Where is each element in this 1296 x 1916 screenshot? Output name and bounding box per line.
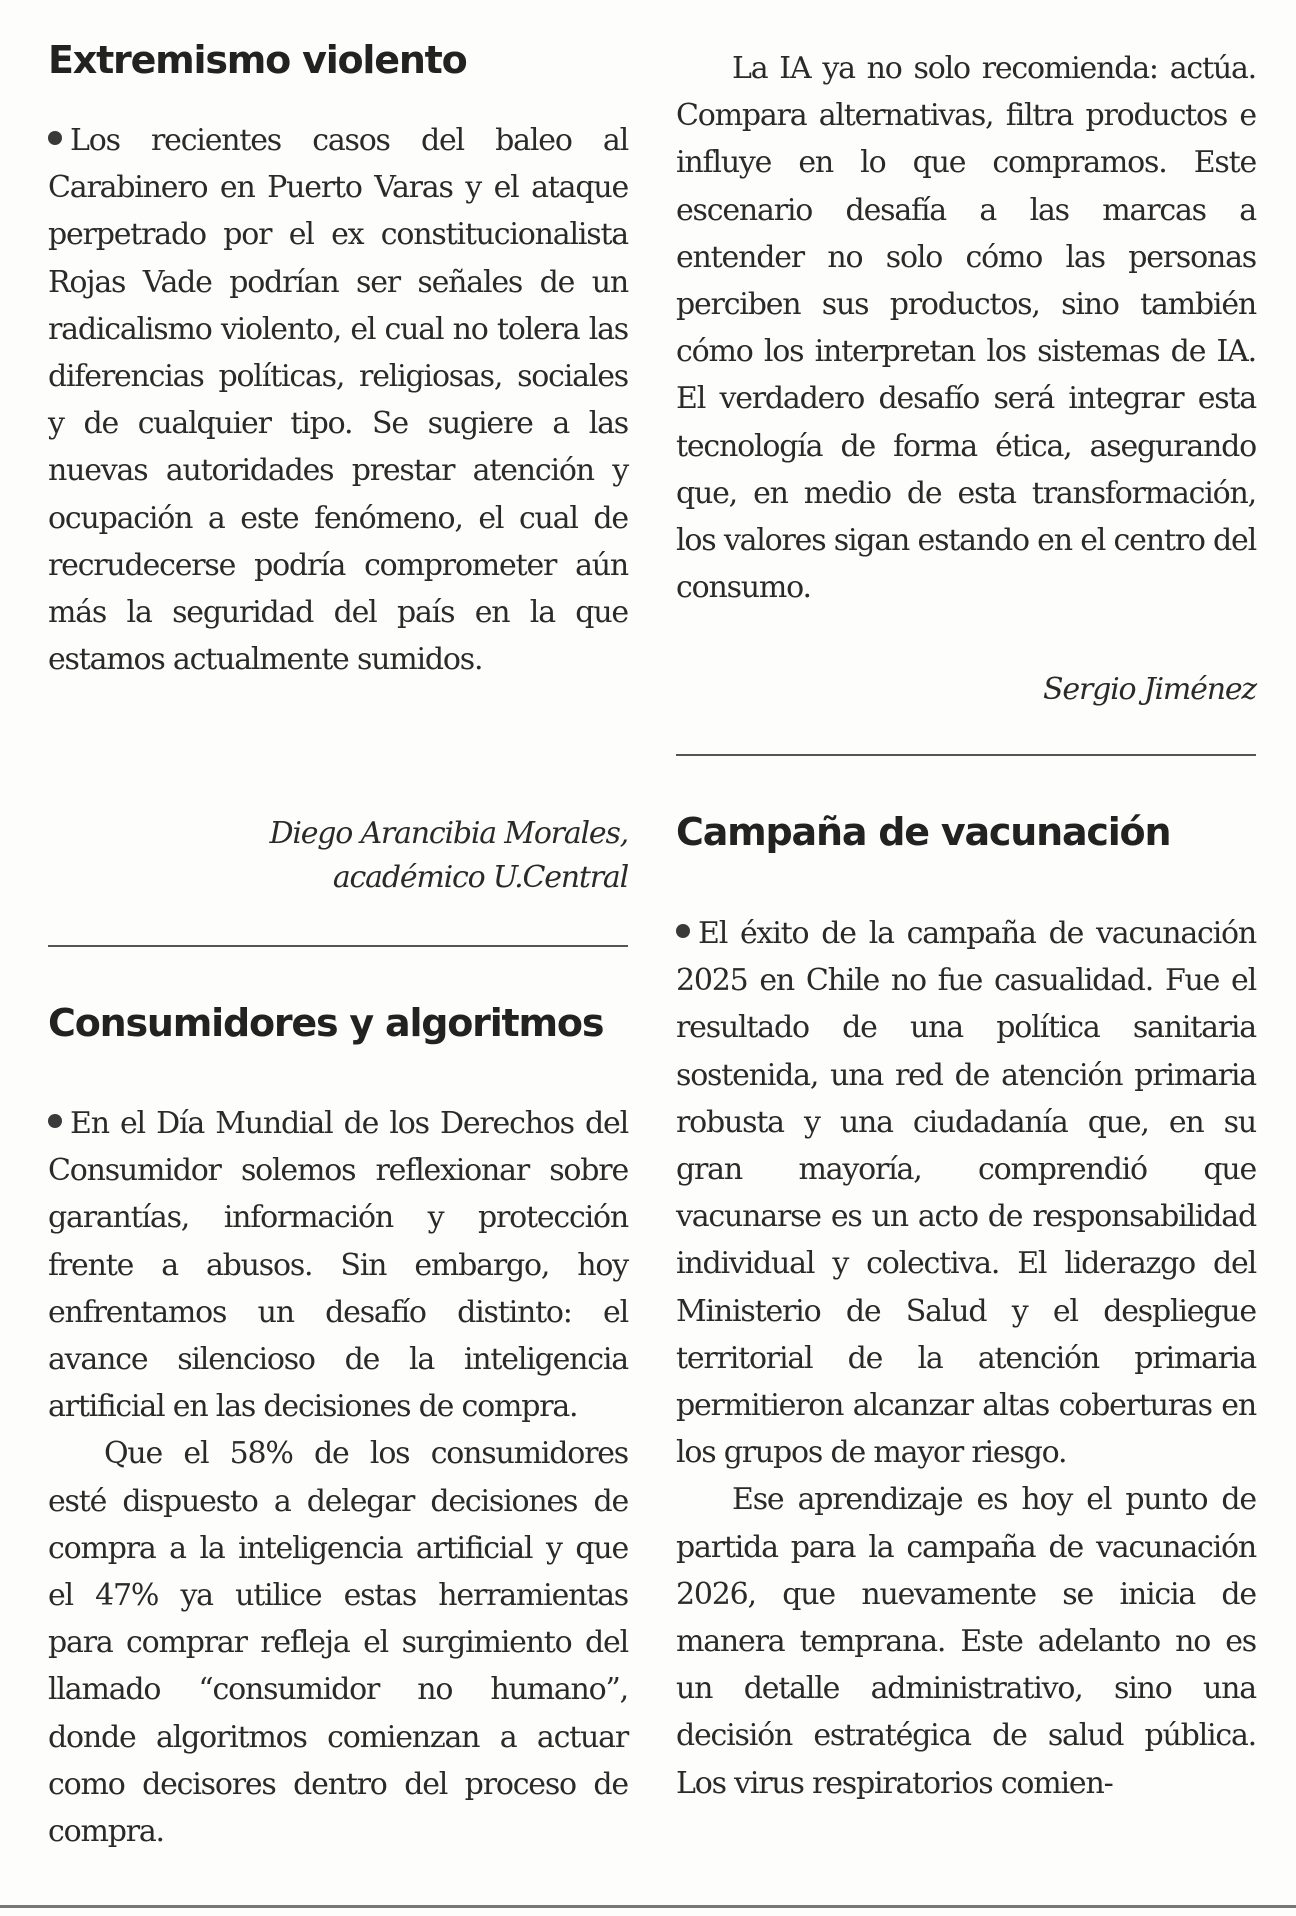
article-paragraph: En el Día Mundial de los Derechos del Consumidor solemos reflexionar sobre garantías, información y protección frente a abusos. Sin embargo, hoy enfrentamos un desafío distinto: el avance silencioso de la inteligencia artificial en las decisiones de compra.: [48, 1106, 628, 1425]
page-bottom-rule: [0, 1905, 1296, 1908]
article-title: Campaña de vacunación: [676, 810, 1171, 854]
article-paragraph: Que el 58% de los consumidores esté dispuesto a delegar decisiones de compra a la inteligencia artificial y que el 47% ya utilice estas herramientas para comprar refleja el surgimiento del llamado “consumidor no humano”, donde algoritmos comienzan a actuar como decisores dentro del proceso de compra.: [48, 1436, 628, 1850]
signature-name: Sergio Jiménez: [1043, 672, 1256, 707]
bullet-icon: [676, 924, 690, 938]
article-body: [48, 1100, 628, 1855]
divider: [48, 945, 628, 947]
article-paragraph: La IA ya no solo recomienda: actúa. Compara alternativas, filtra productos e influye en lo que compramos. Este escenario desafía a las marcas a entender no solo cómo las personas perciben sus productos, sino también cómo los interpretan los sistemas de IA. El verdadero desafío será integrar esta tecnología de forma ética, asegurando que, en medio de esta transformación, los valores sigan estando en el centro del consumo.: [676, 51, 1256, 606]
article-title: Consumidores y algoritmos: [48, 1001, 604, 1045]
signature-affiliation: académico U.Central: [332, 860, 628, 895]
signature: [48, 812, 628, 900]
article-paragraph: El éxito de la campaña de vacunación 2025 en Chile no fue casualidad. Fue el resultado de una política sanitaria sostenida, una red de atención primaria robusta y una ciudadanía que, en su gran mayoría, comprendió que vacunarse es un acto de responsabilidad individual y colectiva. El liderazgo del Ministerio de Salud y el despliegue territorial de la atención primaria permitieron alcanzar altas coberturas en los grupos de mayor riesgo.: [676, 916, 1256, 1471]
bullet-icon: [48, 1114, 62, 1128]
bullet-icon: [48, 131, 62, 145]
article-paragraph: Los recientes casos del baleo al Carabinero en Puerto Varas y el ataque perpetrado por el ex constitucionalista Rojas Vade podrían ser señales de un radicalismo violento, el cual no tolera las diferencias políticas, religiosas, sociales y de cualquier tipo. Se sugiere a las nuevas autoridades prestar atención y ocupación a este fenómeno, el cual de recrudecerse podría comprometer aún más la seguridad del país en la que estamos actualmente sumidos.: [48, 123, 628, 678]
signature-name: Diego Arancibia Morales,: [269, 816, 628, 851]
divider: [676, 754, 1256, 756]
article-title: Extremismo violento: [48, 38, 467, 82]
article-body: [676, 910, 1256, 1807]
article-paragraph: Ese aprendizaje es hoy el punto de partida para la campaña de vacunación 2026, que nuevamente se inicia de manera temprana. Este adelanto no es un detalle administrativo, sino una decisión estratégica de salud pública. Los virus respiratorios comien-: [676, 1482, 1256, 1801]
